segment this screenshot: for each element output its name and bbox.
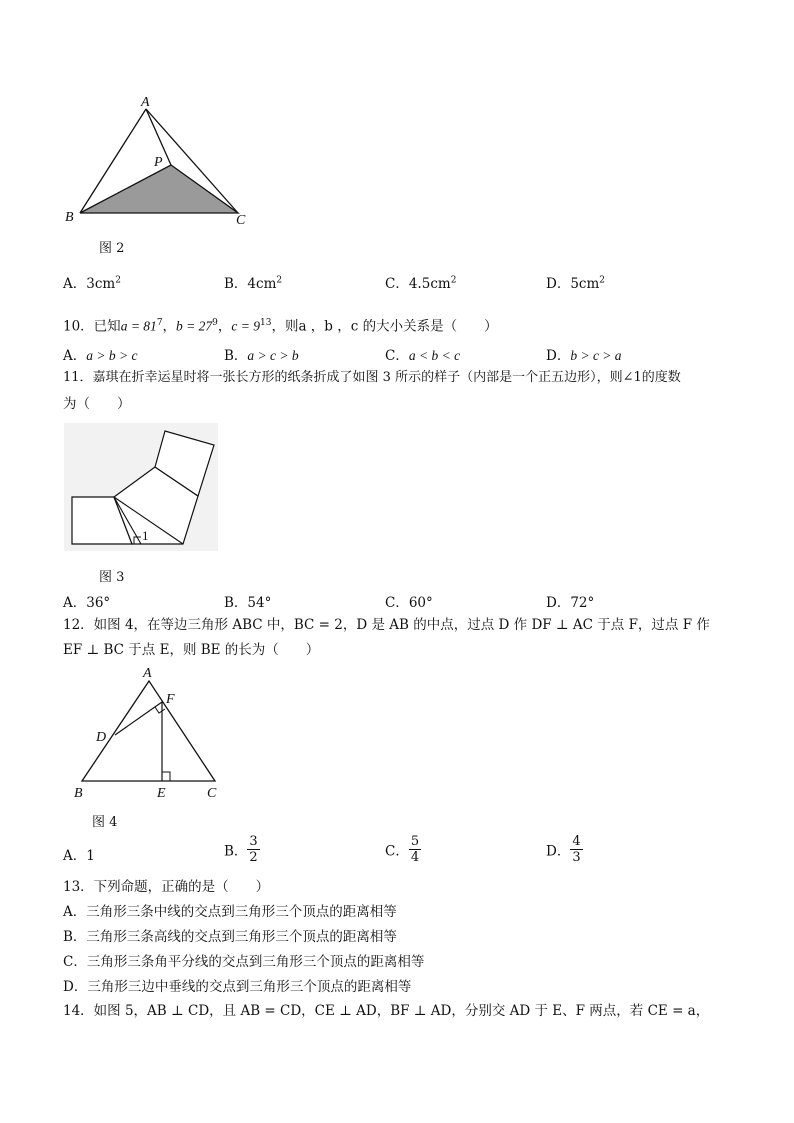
q13-option-b: B．三角形三条高线的交点到三角形三个顶点的距离相等 xyxy=(63,929,397,945)
q11-stem-line2: 为（ ） xyxy=(63,396,131,412)
figure-4-equilateral-triangle xyxy=(70,664,230,804)
figure-3-folded-star xyxy=(64,423,218,551)
q12-option-b: B． $\frac{3}{2}$ xyxy=(224,834,258,865)
q13-option-c: C．三角形三条角平分线的交点到三角形三个顶点的距离相等 xyxy=(63,954,425,970)
label-d: D xyxy=(96,730,107,745)
q13-stem: 13．下列命题，正确的是（ ） xyxy=(63,879,270,895)
q10-stem: 10．已知$a = 81^7$，$b = 27^9$，$c = 9^{13}$，则a ，b ，c 的大小关系是（ ） xyxy=(63,318,498,335)
label-a: A xyxy=(143,666,152,681)
q10-option-d: D．b > c > a xyxy=(546,348,622,364)
q9-option-c: C．$4.5cm^2$ xyxy=(385,275,457,292)
q11-option-b: B．54° xyxy=(224,595,272,611)
q12-option-c: C． $\frac{5}{4}$ xyxy=(385,834,420,865)
label-c: C xyxy=(207,786,217,801)
figure-2-caption: 图 2 xyxy=(99,241,125,256)
q10-option-a: A．a > b > c xyxy=(63,348,138,364)
label-e: E xyxy=(157,786,166,801)
label-p: P xyxy=(154,155,163,170)
shaded-triangle-bpc xyxy=(80,165,238,213)
q12-option-a: A．1 xyxy=(63,848,95,864)
q11-option-d: D．72° xyxy=(546,595,595,611)
q11-stem-line1: 11．嘉琪在折幸运星时将一张长方形的纸条折成了如图 3 所示的样子（内部是一个正五边形），则∠1的度数 xyxy=(63,370,681,385)
q11-option-a: A．36° xyxy=(63,595,111,611)
q9-option-d: D．$5cm^2$ xyxy=(546,275,606,292)
label-f: F xyxy=(166,692,175,707)
q9-option-a: A．$3cm^2$ xyxy=(63,275,121,292)
angle-1-label: 1 xyxy=(142,528,149,543)
q12-stem-line2: EF ⊥ BC 于点 E，则 BE 的长为（ ） xyxy=(63,642,320,658)
q12-option-d: D． $\frac{4}{3}$ xyxy=(546,834,581,865)
figure-4-caption: 图 4 xyxy=(92,815,118,830)
q12-stem-line1: 12．如图 4，在等边三角形 ABC 中，BC = 2，D 是 AB 的中点，过点 D 作 DF ⊥ AC 于点 F，过点 F 作 xyxy=(63,617,710,633)
q13-option-a: A．三角形三条中线的交点到三角形三个顶点的距离相等 xyxy=(63,904,397,920)
figure-3-caption: 图 3 xyxy=(99,570,125,585)
label-a: A xyxy=(141,95,150,110)
label-c: C xyxy=(236,213,246,228)
figure-2-triangle xyxy=(60,92,260,232)
label-b: B xyxy=(74,786,83,801)
q13-option-d: D．三角形三边中垂线的交点到三角形三个顶点的距离相等 xyxy=(63,979,412,995)
q14-stem-line1: 14．如图 5，AB ⊥ CD，且 AB = CD，CE ⊥ AD，BF ⊥ AD，分别交 AD 于 E、F 两点，若 CE = a， xyxy=(63,1003,710,1019)
q10-option-b: B．a > c > b xyxy=(224,348,299,364)
label-b: B xyxy=(65,210,74,225)
q11-option-c: C．60° xyxy=(385,595,433,611)
q10-option-c: C．a < b < c xyxy=(385,348,461,364)
q9-option-b: B．$4cm^2$ xyxy=(224,275,283,292)
